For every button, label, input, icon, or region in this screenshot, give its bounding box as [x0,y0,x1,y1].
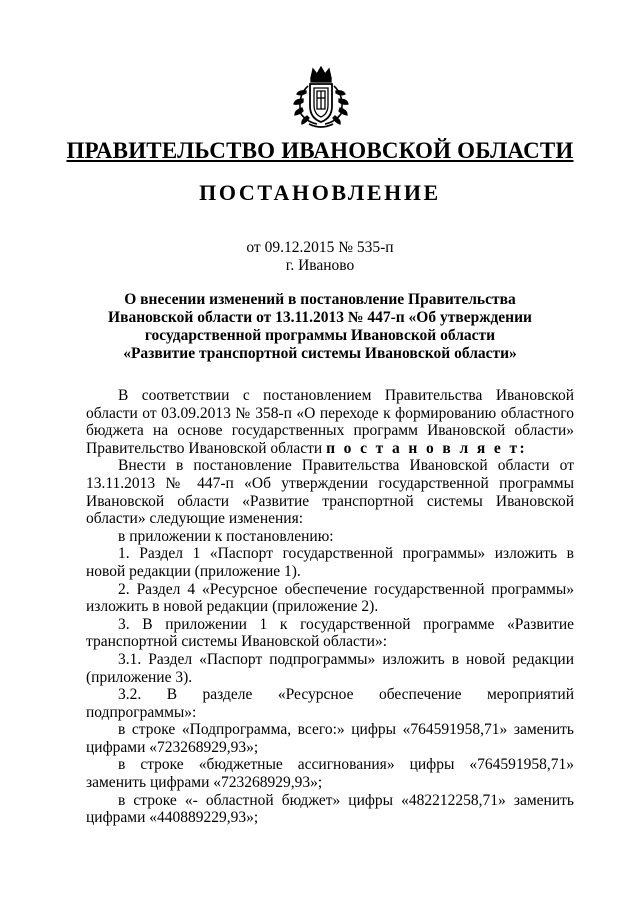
paragraph: Внести в постановление Правительства Ивановской области от 13.11.2013 № 447-п «Об утверждении государственной программы Ивановской области «Развитие транспортной системы Ивановской области» следующие изменения: [86,457,574,528]
paragraph: 3.2. В разделе «Ресурсное обеспечение мероприятий подпрограммы»: [86,686,574,721]
paragraph: 2. Раздел 4 «Ресурсное обеспечение государственной программы» изложить в новой редакции (приложение 2). [86,580,574,616]
paragraph: 3. В приложении 1 к государственной программе «Развитие транспортной системы Ивановской области»: [86,615,574,651]
preamble-text: В соответствии с постановлением Правительства Ивановской области от 03.09.2013 № 358-п «О переходе к формированию областного бюджета на основе государственных программ Ивановской области» Правительство Ивановской области [86,387,574,457]
date-number: от 09.12.2015 № 535-п [246,239,394,256]
government-title: ПРАВИТЕЛЬСТВО ИВАНОВСКОЙ ОБЛАСТИ [66,138,574,163]
coat-of-arms-icon [291,64,351,130]
subject-line: «Развитие транспортной системы Ивановской области» [123,345,517,362]
document-type-title: ПОСТАНОВЛЕНИЕ [199,180,441,205]
document-subject [70,291,570,363]
paragraph-preamble [86,387,574,457]
city: г. Иваново [285,257,355,274]
paragraph: 3.1. Раздел «Паспорт подпрограммы» изложить в новой редакции (приложение 3). [86,650,574,686]
paragraph: в строке «Подпрограмма, всего:» цифры «764591958,71» заменить цифрами «723268929,93»; [86,721,574,756]
paragraph: в строке «- областной бюджет» цифры «482212258,71» заменить цифрами «440889229,93»; [86,791,574,827]
decree-word: п о с т а н о в л я е т: [326,439,528,457]
subject-line: О внесении изменений в постановление Правительства [124,291,516,308]
paragraph: в строке «бюджетные ассигнования» цифры «764591958,71» заменить цифрами «723268929,93»; [86,756,574,792]
subject-line: Ивановской области от 13.11.2013 № 447-п «Об утверждении [108,309,532,326]
paragraph: 1. Раздел 1 «Паспорт государственной программы» изложить в новой редакции (приложение 1). [86,545,574,580]
document-meta [0,239,640,275]
document-body [86,387,574,827]
subject-line: государственной программы Ивановской области [144,327,496,344]
paragraph: в приложении к постановлению: [118,527,334,545]
